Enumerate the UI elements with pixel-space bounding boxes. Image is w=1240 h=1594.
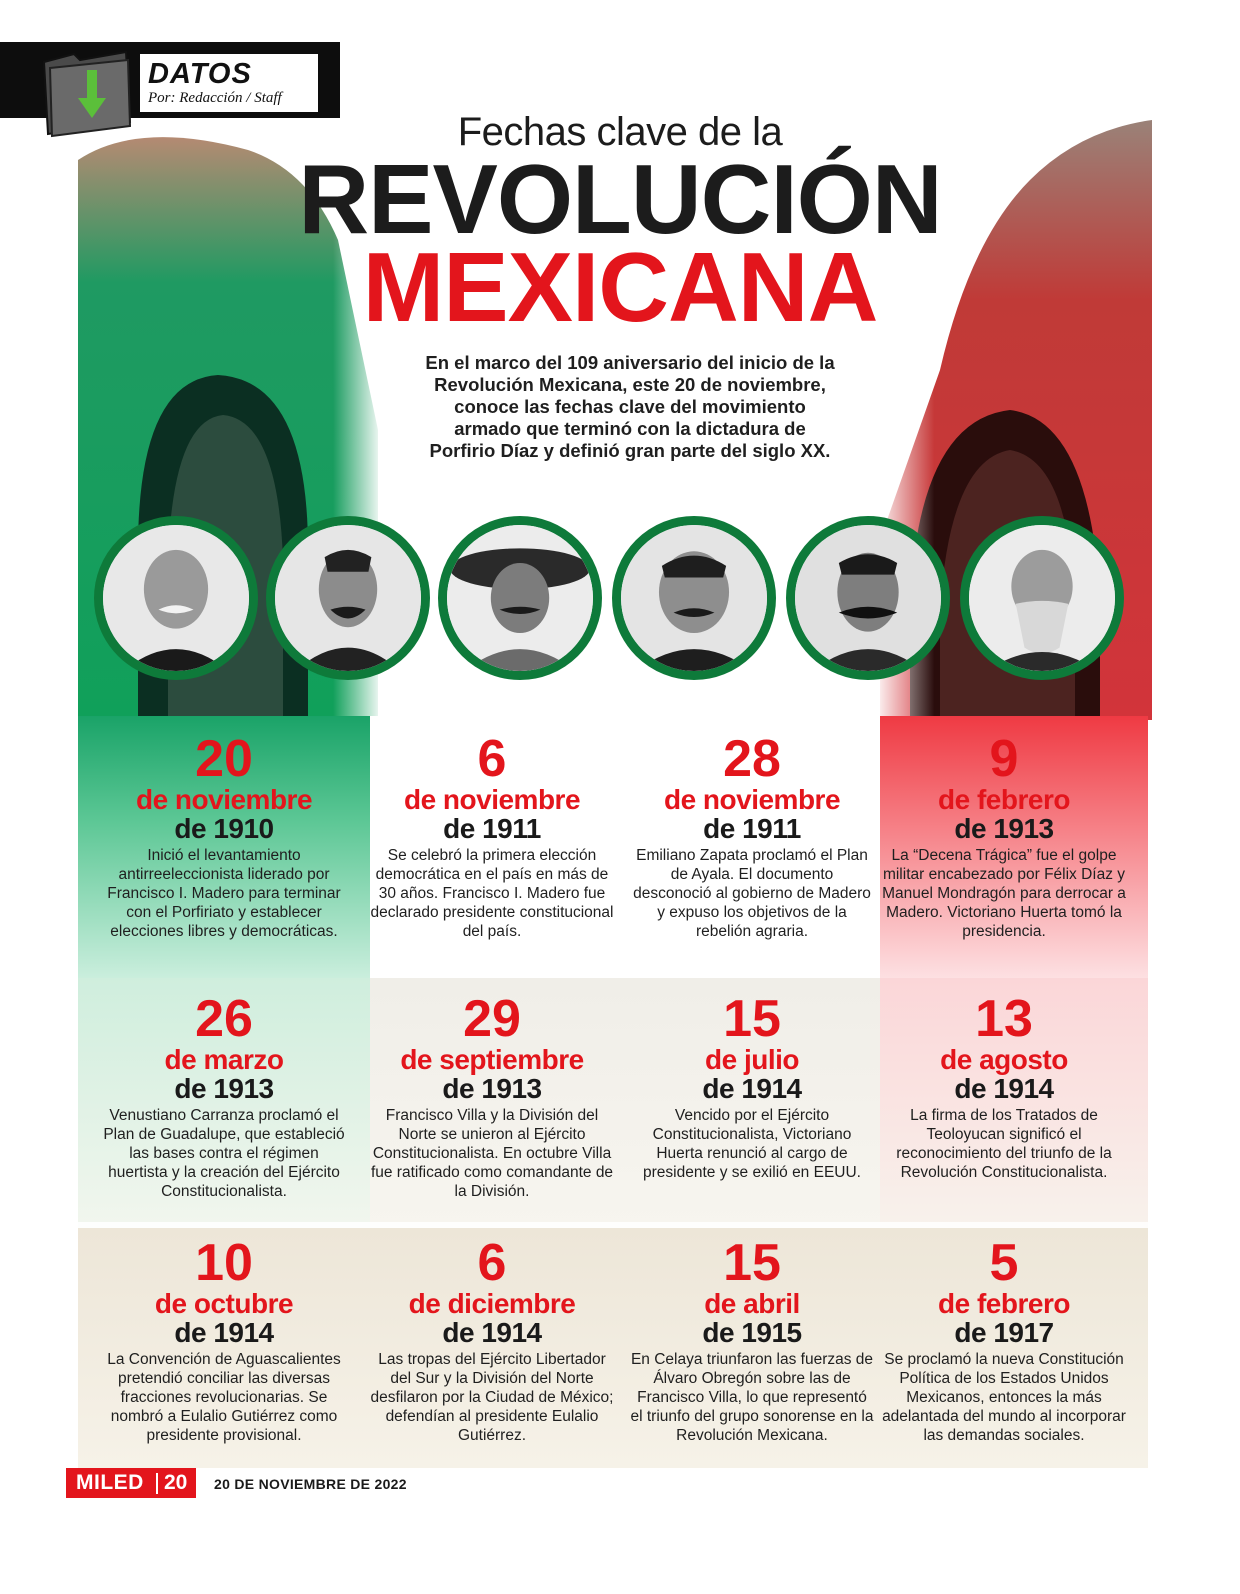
event-day: 15 — [723, 1234, 781, 1292]
event-card — [858, 1234, 1150, 1445]
event-day: 13 — [975, 990, 1033, 1048]
event-year: de 1917 — [954, 1317, 1054, 1349]
event-day: 10 — [195, 1234, 253, 1292]
event-card — [346, 1234, 638, 1445]
event-year: de 1914 — [954, 1073, 1054, 1105]
event-year: de 1913 — [442, 1073, 542, 1105]
footer-divider — [156, 1473, 158, 1494]
event-month: de noviembre — [135, 784, 313, 815]
event-month: de abril — [704, 1288, 800, 1319]
event-month: de noviembre — [663, 784, 841, 815]
title-line-2: MEXICANA — [362, 232, 878, 342]
event-month: de noviembre — [403, 784, 581, 815]
event-description: En Celaya triunfaron las fuerzas de Álvaro Obregón sobre las de Francisco Villa, lo que representó el triunfo del grupo sonorense en la Revolución Mexicana. — [630, 1350, 874, 1444]
footer-page-number: 20 — [164, 1471, 188, 1494]
footer-date: 20 DE NOVIEMBRE DE 2022 — [214, 1476, 407, 1492]
event-card — [346, 990, 638, 1201]
event-day: 6 — [477, 1234, 507, 1292]
event-month: de marzo — [164, 1044, 284, 1075]
event-day: 15 — [723, 990, 781, 1048]
event-description: Se proclamó la nueva Constitución Política de los Estados Unidos Mexicanos, entonces la más adelantada del mundo al incorporar las demandas sociales. — [882, 1350, 1126, 1444]
event-day: 26 — [195, 990, 253, 1048]
portrait-5 — [786, 516, 950, 680]
event-card — [858, 990, 1150, 1182]
event-year: de 1910 — [174, 813, 274, 845]
footer-brand: MILED — [76, 1471, 144, 1494]
section-tag-byline: Por: Redacción / Staff — [148, 90, 282, 106]
title-line-1: REVOLUCIÓN — [298, 144, 942, 254]
title-kicker: Fechas clave de la — [457, 110, 783, 154]
event-month: de febrero — [938, 784, 1070, 815]
event-year: de 1914 — [442, 1317, 542, 1349]
event-description: Venustiano Carranza proclamó el Plan de Guadalupe, que estableció las bases contra el régimen huertista y la creación del Ejército Constitucionalista. — [103, 1106, 345, 1200]
event-description: Las tropas del Ejército Libertador del Sur y la División del Norte desfilaron por la Ciudad de México; defendían al presidente Eulalio Gutiérrez. — [370, 1350, 614, 1444]
portrait-6 — [960, 516, 1124, 680]
event-year: de 1911 — [443, 813, 541, 845]
event-year: de 1914 — [702, 1073, 802, 1105]
event-month: de septiembre — [400, 1044, 584, 1075]
event-month: de octubre — [154, 1288, 294, 1319]
event-description: Se celebró la primera elección democrática en el país en más de 30 años. Francisco I. Madero fue declarado presidente constitucional del país. — [370, 846, 614, 940]
event-year: de 1914 — [174, 1317, 274, 1349]
portrait-2 — [266, 516, 430, 680]
portrait-4 — [612, 516, 776, 680]
event-day: 20 — [195, 730, 253, 788]
event-month: de agosto — [940, 1044, 1068, 1075]
portrait-3 — [438, 516, 602, 680]
event-description: La Convención de Aguascalientes pretendió conciliar las diversas fracciones revolucionarias. Se nombró a Eulalio Gutiérrez como presidente provisional. — [107, 1350, 341, 1444]
event-card — [858, 730, 1150, 941]
event-description: Vencido por el Ejército Constitucionalista, Victoriano Huerta renunció al cargo de presidente y se exilió en EEUU. — [643, 1106, 861, 1181]
event-card — [606, 1234, 898, 1445]
event-month: de julio — [705, 1044, 799, 1075]
event-day: 9 — [989, 730, 1019, 788]
event-year: de 1913 — [954, 813, 1054, 845]
event-day: 28 — [723, 730, 781, 788]
event-year: de 1915 — [702, 1317, 802, 1349]
event-description: Francisco Villa y la División del Norte se unieron al Ejército Constitucionalista. En octubre Villa fue ratificado como comandante de la División. — [370, 1106, 614, 1200]
event-card — [606, 730, 898, 941]
event-year: de 1913 — [174, 1073, 274, 1105]
event-description: La “Decena Trágica” fue el golpe militar encabezado por Félix Díaz y Manuel Mondragón para derrocar a Madero. Victoriano Huerta tomó la presidencia. — [882, 846, 1126, 940]
event-card — [606, 990, 898, 1182]
event-description: La firma de los Tratados de Teoloyucan significó el reconocimiento del triunfo de la Revolución Constitucionalista. — [896, 1106, 1112, 1181]
section-tag-title: DATOS — [148, 58, 252, 90]
event-day: 29 — [463, 990, 521, 1048]
event-description: Inició el levantamiento antirreeleccionista liderado por Francisco I. Madero para terminar con el Porfiriato y establecer elecciones libres y democráticas. — [107, 846, 341, 940]
intro-paragraph: En el marco del 109 aniversario del inicio de la Revolución Mexicana, este 20 de noviembre, conoce las fechas clave del movimiento armado que terminó con la dictadura de Porfirio Díaz y definió gran parte del siglo XX. — [425, 352, 835, 461]
event-card — [78, 990, 370, 1201]
event-month: de diciembre — [408, 1288, 576, 1319]
event-card — [78, 730, 370, 941]
portrait-1 — [94, 516, 258, 680]
event-day: 6 — [477, 730, 507, 788]
event-month: de febrero — [938, 1288, 1070, 1319]
event-description: Emiliano Zapata proclamó el Plan de Ayala. El documento desconoció al gobierno de Madero y expuso los objetivos de la rebelión agraria. — [633, 846, 871, 940]
event-year: de 1911 — [703, 813, 801, 845]
event-card — [78, 1234, 370, 1445]
event-day: 5 — [989, 1234, 1019, 1292]
event-card — [346, 730, 638, 941]
